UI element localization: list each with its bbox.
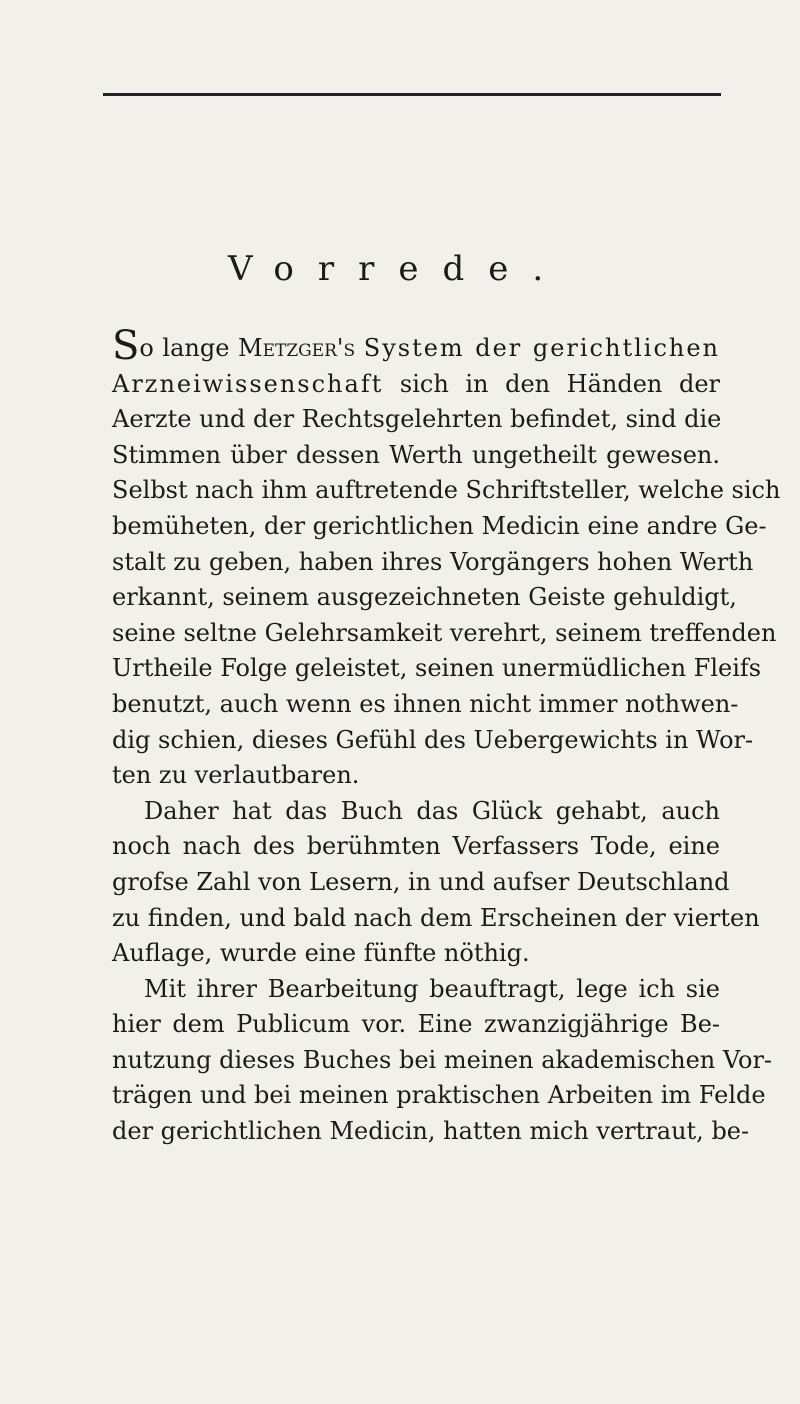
drop-cap: S (112, 323, 140, 369)
spaced-title: System der gerichtlichen (363, 334, 721, 362)
text-fragment: o lange (139, 334, 238, 362)
text-line: seine seltne Gelehrsamkeit verehrt, seinem treffenden (112, 618, 777, 647)
text-line: bemüheten, der gerichtlichen Medicin eine andre Ge- (112, 511, 767, 540)
text-line: Urtheile Folge geleistet, seinen unermüdlichen Fleifs (112, 654, 762, 683)
text-line: erkannt, seinem ausgezeichneten Geiste gehuldigt, (112, 583, 737, 612)
text-line: der gerichtlichen Medicin, hatten mich vertraut, be- (112, 1117, 750, 1146)
text-line: Daher hat das Buch das Glück gehabt, auch (144, 796, 720, 825)
text-line (112, 323, 721, 369)
text-line: zu finden, und bald nach dem Erscheinen der vierten (112, 903, 760, 932)
text-line: trägen und bei meinen praktischen Arbeiten im Felde (112, 1081, 766, 1110)
text-line: Stimmen über dessen Werth ungetheilt gewesen. (112, 440, 720, 469)
author-name: Metzger's (238, 334, 356, 362)
text-line: Aerzte und der Rechtsgelehrten befindet, sind die (112, 405, 722, 434)
text-fragment (355, 334, 364, 362)
text-line: Selbst nach ihm auftretende Schriftsteller, welche sich (112, 476, 781, 505)
text-line: Mit ihrer Bearbeitung beauftragt, lege ich sie (144, 974, 720, 1003)
text-line: Auflage, wurde eine fünfte nöthig. (112, 939, 530, 968)
spaced-title: Arzneiwissenschaft (112, 369, 384, 398)
text-line: dig schien, dieses Gefühl des Uebergewichts in Wor- (112, 725, 754, 754)
text-line: nutzung dieses Buches bei meinen akademischen Vor- (112, 1045, 773, 1074)
body-text (112, 323, 781, 1150)
top-rule (103, 93, 721, 96)
text-fragment: sich in den Händen der (383, 369, 720, 398)
text-line: ten zu verlautbaren. (112, 761, 360, 790)
text-line: benutzt, auch wenn es ihnen nicht immer nothwen- (112, 689, 739, 718)
text-line: hier dem Publicum vor. Eine zwanzigjährige Be- (112, 1010, 720, 1039)
text-line: noch nach des berühmten Verfassers Tode, eine (112, 832, 720, 861)
chapter-heading: Vorrede. (228, 249, 568, 289)
text-line: stalt zu geben, haben ihres Vorgängers hohen Werth (112, 547, 754, 576)
text-line (112, 367, 720, 403)
text-line: grofse Zahl von Lesern, in und aufser Deutschland (112, 867, 730, 896)
